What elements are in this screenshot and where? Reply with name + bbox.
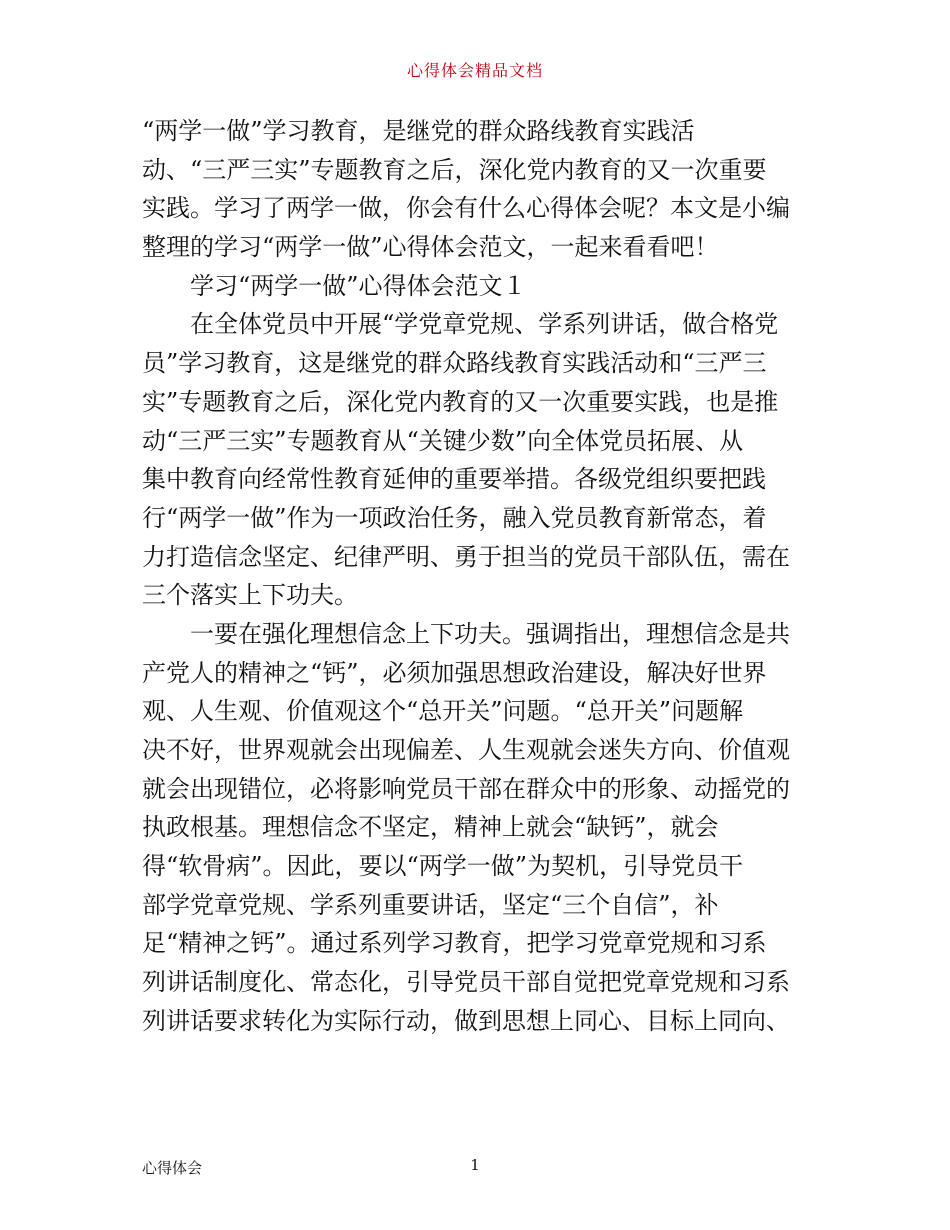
footer-label: 心得体会: [142, 1159, 203, 1177]
document-body: [142, 112, 814, 1041]
text-line: 部学党章党规、学系列重要讲话，坚定“三个自信”，补: [142, 890, 719, 919]
text-line: 力打造信念坚定、纪律严明、勇于担当的党员干部队伍，需在: [142, 542, 790, 571]
text-line: 列讲话要求转化为实际行动，做到思想上同心、目标上同向、: [142, 1006, 790, 1035]
text-line: “两学一做”学习教育，是继党的群众路线教育实践活: [142, 117, 695, 145]
text-line: 动、“三严三实”专题教育之后，深化党内教育的又一次重要: [142, 155, 767, 184]
text-line: 行“两学一做”作为一项政治任务，融入党员教育新常态，着: [142, 503, 767, 532]
text-line: 执政根基。理想信念不坚定，精神上就会“缺钙”，就会: [142, 813, 719, 842]
text-line: 产党人的精神之“钙”，必须加强思想政治建设，解决好世界: [142, 658, 767, 687]
text-line: 三个落实上下功夫。: [142, 581, 358, 610]
text-line: 就会出现错位，必将影响党员干部在群众中的形象、动摇党的: [142, 774, 790, 803]
text-line: 整理的学习“两学一做”心得体会范文，一起来看看吧！: [142, 233, 719, 262]
text-line: 动“三严三实”专题教育从“关键少数”向全体党员拓展、从: [142, 426, 744, 455]
text-line: 实”专题教育之后，深化党内教育的又一次重要实践，也是推: [142, 387, 779, 416]
text-line: 员”学习教育，这是继党的群众路线教育实践活动和“三严三: [142, 349, 767, 378]
text-line: 得“软骨病”。因此，要以“两学一做”为契机，引导党员干: [142, 852, 744, 881]
page-header-title: 心得体会精品文档: [406, 61, 543, 80]
text-line: 在全体党员中开展“学党章党规、学系列讲话，做合格党: [190, 310, 779, 339]
page-number: 1: [470, 1156, 480, 1174]
text-line: 决不好，世界观就会出现偏差、人生观就会迷失方向、价值观: [142, 736, 790, 764]
text-line: 一要在强化理想信念上下功夫。强调指出，理想信念是共: [190, 619, 790, 648]
text-line: 学习“两学一做”心得体会范文１: [190, 271, 527, 300]
text-line: 观、人生观、价值观这个“总开关”问题。“总开关”问题解: [142, 697, 744, 726]
text-line: 集中教育向经常性教育延伸的重要举措。各级党组织要把践: [142, 465, 766, 494]
text-line: 列讲话制度化、常态化，引导党员干部自觉把党章党规和习系: [142, 968, 790, 997]
text-line: 足“精神之钙”。通过系列学习教育，把学习党章党规和习系: [142, 929, 767, 958]
text-line: 实践。学习了两学一做，你会有什么心得体会呢？本文是小编: [142, 194, 790, 223]
